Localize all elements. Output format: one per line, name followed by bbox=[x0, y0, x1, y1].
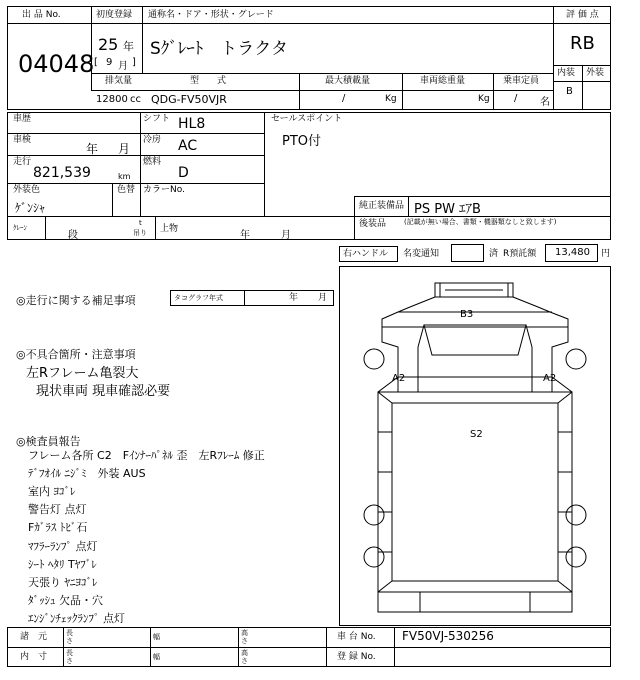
spec-height-label: 高さ bbox=[241, 629, 248, 645]
shift-value: HL8 bbox=[178, 116, 206, 132]
inspection-month-unit: 月 bbox=[118, 142, 131, 156]
ac-label: 冷房 bbox=[143, 135, 162, 145]
fuel-value: D bbox=[178, 165, 189, 181]
inspector-line: フレーム各所 C2 Fｲﾝﾅｰﾊﾟﾈﾙ 歪 左Rﾌﾚｰﾑ 修正 bbox=[28, 449, 265, 462]
max-load-value: / bbox=[342, 93, 346, 104]
rhd-label: 右ハンドル bbox=[343, 249, 389, 259]
inspector-line: ﾃﾞﾌｵｲﾙ ﾆｼﾞﾐ 外装 AUS bbox=[28, 467, 146, 480]
gross-weight-unit: Kg bbox=[478, 94, 490, 104]
deposit-value: 13,480 bbox=[555, 247, 590, 258]
crane-year-unit: 年 bbox=[240, 230, 250, 241]
registration-no-label: 登 録 No. bbox=[337, 652, 376, 662]
crane-stage-unit: 段 bbox=[68, 230, 78, 241]
displacement-unit: cc bbox=[130, 94, 141, 105]
lot-number: 04048 bbox=[18, 50, 95, 78]
crane-month-unit: 月 bbox=[281, 230, 291, 241]
reg-month-unit: 月 bbox=[118, 61, 128, 72]
crane-label: ｸﾚｰﾝ bbox=[13, 224, 27, 232]
exterior-grade-label: 外装 bbox=[586, 68, 605, 78]
inspector-line: ﾀﾞｯｼｭ 欠品・穴 bbox=[28, 594, 103, 607]
damage-diagram bbox=[339, 266, 611, 626]
mileage-label: 走行 bbox=[13, 157, 32, 167]
damage-mark-a2-left: A2 bbox=[392, 373, 406, 384]
history-label: 車歴 bbox=[13, 114, 32, 124]
displacement-value: 12800 bbox=[96, 94, 128, 105]
inspector-line: ｴﾝｼﾞﾝﾁｪｯｸﾗﾝﾌﾟ 点灯 bbox=[28, 612, 125, 625]
inspector-line: ｼｰﾄ ﾍﾀﾘ Tﾔﾌﾞﾚ bbox=[28, 558, 97, 571]
sales-point-value: PTO付 bbox=[282, 134, 322, 149]
capacity-unit: 名 bbox=[540, 97, 550, 108]
tachograph-year-unit: 年 bbox=[289, 293, 299, 303]
damage-mark-a2-right: A2 bbox=[543, 373, 557, 384]
aftermarket-label: 後装品 bbox=[359, 219, 387, 229]
damage-mark-b3: B3 bbox=[460, 309, 474, 320]
vehicle-name: Sｸﾞﾚｰﾄ トラクタ bbox=[150, 39, 288, 59]
inspection-label: 車検 bbox=[13, 135, 32, 145]
crane-ton-unit: t bbox=[139, 219, 142, 227]
specs-row-label: 諸 元 bbox=[20, 632, 48, 642]
reg-year-unit: 年 bbox=[123, 40, 134, 53]
deposit-unit: 円 bbox=[601, 249, 611, 259]
inspector-line: 室内 ﾖｺﾞﾚ bbox=[28, 485, 76, 498]
damage-mark-s2: S2 bbox=[470, 429, 483, 440]
name-change-label: 名変通知 bbox=[403, 249, 440, 259]
defect-line: 左Rフレーム亀裂大 bbox=[26, 366, 139, 381]
defect-line: 現状車両 現車確認必要 bbox=[36, 384, 171, 399]
fuel-label: 燃料 bbox=[143, 157, 162, 167]
tachograph-month-unit: 月 bbox=[318, 293, 328, 303]
crane-hang-unit: 吊り bbox=[133, 229, 147, 237]
reg-year: 25 bbox=[98, 35, 119, 54]
reg-month: 9 bbox=[106, 57, 113, 68]
tachograph-label: タコグラフ年式 bbox=[174, 294, 223, 302]
chassis-no-value: FV50VJ-530256 bbox=[402, 629, 494, 643]
lot-no-label: 出 品 No. bbox=[22, 10, 61, 20]
aftermarket-note: (記載が無い場合、書類・機器類なしと致します) bbox=[404, 218, 557, 226]
interior-grade-label: 内装 bbox=[557, 68, 576, 78]
genuine-equip-label: 純正装備品 bbox=[359, 201, 405, 211]
color-label: 外装色 bbox=[13, 185, 41, 195]
name-change-box bbox=[451, 244, 484, 262]
inspector-line: 警告灯 点灯 bbox=[28, 503, 87, 516]
color-no-label: カラーNo. bbox=[143, 185, 185, 195]
reg-month-close: ] bbox=[132, 57, 136, 68]
max-load-label: 最大積載量 bbox=[325, 76, 371, 86]
driving-notes-label: ◎走行に関する補足事項 bbox=[16, 294, 136, 307]
rating-label: 評 価 点 bbox=[566, 10, 599, 20]
crane-top-label: 上物 bbox=[160, 224, 179, 234]
vehicle-name-label: 通称名・ドア・形状・グレード bbox=[148, 10, 274, 20]
inspector-line: 天張り ﾔﾆﾖｺﾞﾚ bbox=[28, 576, 98, 589]
model-code: QDG-FV50VJR bbox=[151, 93, 227, 106]
ac-value: AC bbox=[178, 138, 198, 154]
inspector-line: ﾏﾌﾗｰﾗﾝﾌﾟ 点灯 bbox=[28, 540, 98, 553]
mileage-unit: km bbox=[118, 172, 131, 181]
spec-length-label: 長さ bbox=[66, 629, 73, 645]
defects-label: ◎不具合箇所・注意事項 bbox=[16, 348, 136, 361]
spec-width-label: 幅 bbox=[153, 633, 160, 641]
deposit-prefix: 済 bbox=[489, 249, 499, 259]
color-value: ｹﾞﾝｼｬ bbox=[15, 201, 46, 215]
dim-length-label: 長さ bbox=[66, 649, 73, 665]
capacity-label: 乗車定員 bbox=[503, 76, 540, 86]
inspector-label: ◎検査員報告 bbox=[16, 435, 81, 448]
shift-label: シフト bbox=[143, 114, 171, 124]
sales-point-label: セールスポイント bbox=[271, 114, 343, 124]
inspection-year-unit: 年 bbox=[86, 142, 99, 156]
mileage-value: 821,539 bbox=[33, 165, 91, 181]
first-reg-label: 初度登録 bbox=[96, 10, 133, 20]
inspector-line: Fｶﾞﾗｽ ﾄﾋﾞ石 bbox=[28, 521, 88, 534]
genuine-equip-value: PS PW ｴｱB bbox=[414, 202, 481, 217]
deposit-label: R預託額 bbox=[503, 249, 537, 259]
dim-width-label: 幅 bbox=[153, 653, 160, 661]
interior-dims-label: 内 寸 bbox=[20, 652, 48, 662]
interior-grade: B bbox=[566, 86, 573, 97]
capacity-value: / bbox=[514, 93, 518, 104]
displacement-label: 排気量 bbox=[105, 76, 133, 86]
model-label: 型 式 bbox=[190, 76, 227, 86]
chassis-no-label: 車 台 No. bbox=[337, 632, 376, 642]
dim-height-label: 高さ bbox=[241, 649, 248, 665]
truck-outline-icon bbox=[340, 267, 610, 625]
reg-month-open: [ bbox=[94, 57, 98, 68]
gross-weight-label: 車両総重量 bbox=[420, 76, 466, 86]
max-load-unit: Kg bbox=[385, 94, 397, 104]
paint-change-label: 色替 bbox=[117, 185, 136, 195]
rating-score: RB bbox=[570, 33, 595, 54]
